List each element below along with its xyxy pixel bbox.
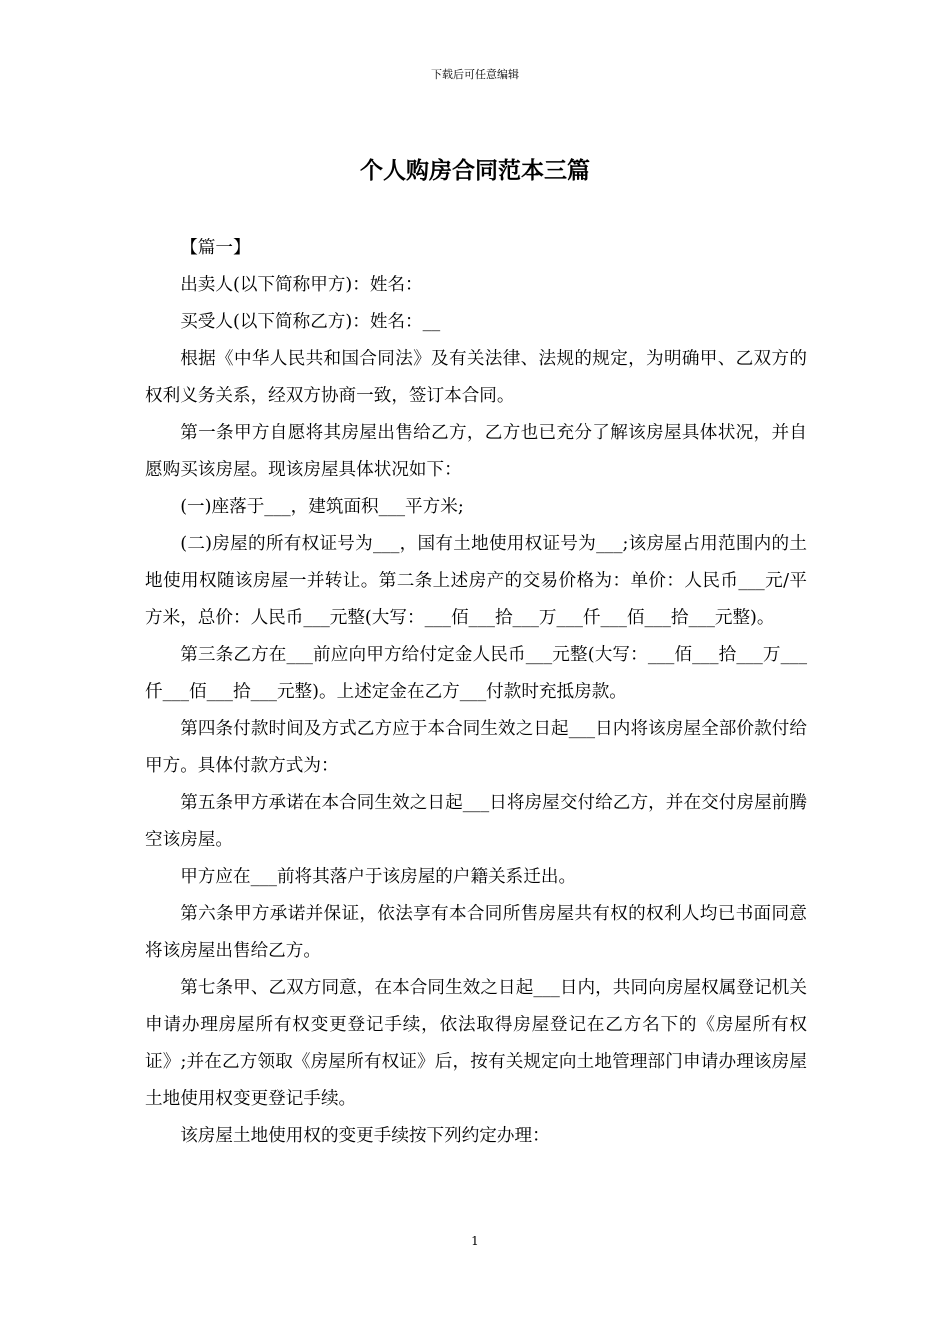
paragraph-item-1: (一)座落于___，建筑面积___平方米; — [180, 497, 464, 517]
section-heading: 【篇一】 — [180, 238, 251, 258]
paragraph-article-5: 第五条甲方承诺在本合同生效之日起___日将房屋交付给乙方，并在交付房屋前腾空该房屋。 — [145, 793, 807, 850]
paragraph-buyer: 买受人(以下简称乙方)：姓名：__ — [180, 312, 441, 332]
paragraph-article-4: 第四条付款时间及方式乙方应于本合同生效之日起___日内将该房屋全部价款付给甲方。具体付款方式为： — [145, 719, 807, 776]
paragraph-item-2: (二)房屋的所有权证号为___，国有土地使用权证号为___;该房屋占用范围内的土地使用权随该房屋一并转让。第二条上述房产的交易价格为：单价：人民币___元/平方米，总价：人民币___元整(大写：___佰___拾___万___仟___佰___拾___元整)。 — [145, 534, 807, 628]
paragraph-household: 甲方应在___前将其落户于该房屋的户籍关系迁出。 — [180, 867, 577, 887]
paragraph-article-3: 第三条乙方在___前应向甲方给付定金人民币___元整(大写：___佰___拾___万___仟___佰___拾___元整)。上述定金在乙方___付款时充抵房款。 — [145, 645, 807, 702]
page-number: 1 — [471, 1234, 479, 1248]
page-header-note: 下载后可任意编辑 — [431, 68, 519, 81]
document-body — [145, 230, 807, 1155]
paragraph-article-6: 第六条甲方承诺并保证，依法享有本合同所售房屋共有权的权利人均已书面同意将该房屋出售给乙方。 — [145, 904, 807, 961]
paragraph-article-1: 第一条甲方自愿将其房屋出售给乙方，乙方也已充分了解该房屋具体状况，并自愿购买该房屋。现该房屋具体状况如下： — [145, 423, 807, 480]
paragraph-land-use: 该房屋土地使用权的变更手续按下列约定办理： — [180, 1126, 550, 1146]
paragraph-preamble: 根据《中华人民共和国合同法》及有关法律、法规的规定，为明确甲、乙双方的权利义务关系，经双方协商一致，签订本合同。 — [145, 349, 807, 406]
paragraph-article-7: 第七条甲、乙双方同意，在本合同生效之日起___日内，共同向房屋权属登记机关申请办理房屋所有权变更登记手续，依法取得房屋登记在乙方名下的《房屋所有权证》;并在乙方领取《房屋所有权证》后，按有关规定向土地管理部门申请办理该房屋土地使用权变更登记手续。 — [145, 978, 807, 1109]
paragraph-seller: 出卖人(以下简称甲方)：姓名： — [180, 275, 423, 295]
document-title: 个人购房合同范本三篇 — [360, 157, 590, 184]
